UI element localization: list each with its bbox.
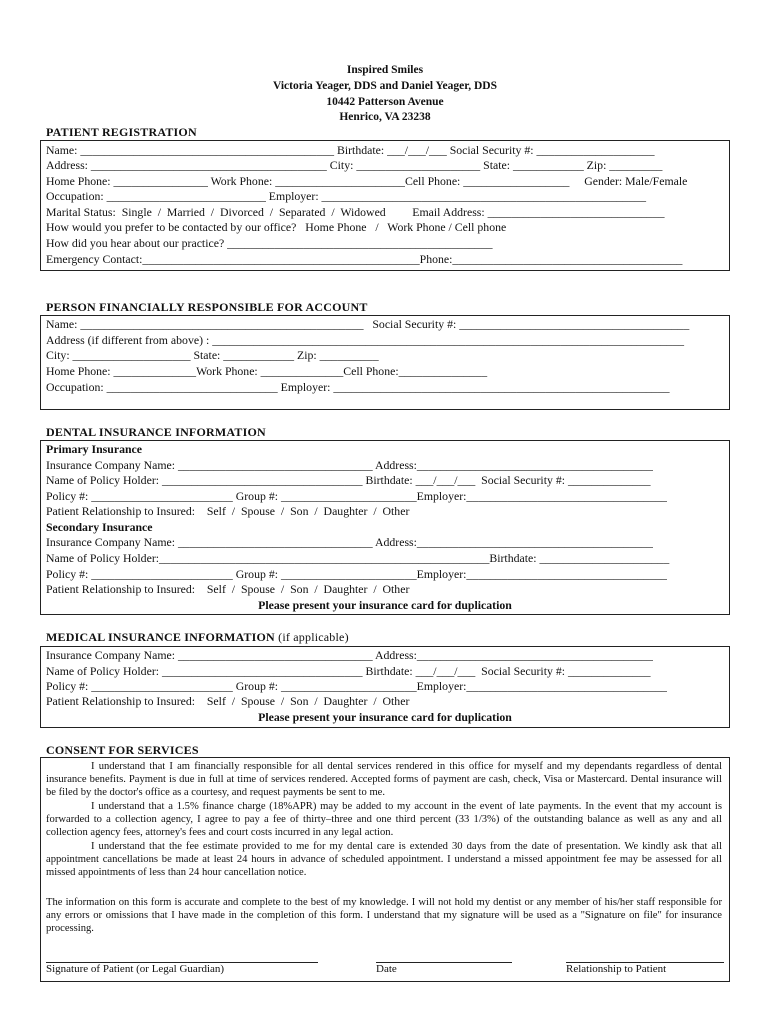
primary-company-line[interactable]: Insurance Company Name: _________________________________ Address:________________________________________	[46, 458, 653, 472]
financial-address-line[interactable]: Address (if different from above) : ________________________________________________________________________________	[46, 333, 685, 347]
primary-holder-line[interactable]: Name of Policy Holder: __________________________________ Birthdate: ___/___/___ Social Security #: ______________	[46, 473, 651, 487]
consent-paragraph-3: I understand that the fee estimate provided to me for my dental care is extended 30 days from the date of presentation. We kindly ask that all appointment cancellations be made at least 24 hours in advance of scheduled appointment. I understand a missed appointment fee may be assessed for all missed appointments of less than 24 hour cancellation notice.	[46, 841, 722, 878]
patient-referral-line[interactable]: How did you hear about our practice? _____________________________________________	[46, 236, 493, 250]
medical-policy-line[interactable]: Policy #: ________________________ Group #: _______________________Employer:__________________________________	[46, 679, 667, 693]
patient-emergency-line[interactable]: Emergency Contact:_______________________________________________Phone:_______________________________________	[46, 252, 683, 266]
consent-title: CONSENT FOR SERVICES	[46, 743, 199, 757]
doctors-names: Victoria Yeager, DDS and Daniel Yeager, DDS	[272, 80, 498, 92]
patient-signature-label: Signature of Patient (or Legal Guardian)	[46, 963, 225, 975]
consent-paragraph-2: I understand that a 1.5% finance charge (18%APR) may be added to my account in the event of late payments. In the event that my account is forwarded to a collection agency, I agree to pay a fee of thirty–three and one third percent (33 1/3%) of the outstanding balance as well as any and all collection agency fees, attorney's fees and court costs incurred in any legal action.	[46, 801, 722, 838]
medical-title-suffix: (if applicable)	[274, 630, 349, 644]
financial-occupation-line[interactable]: Occupation: _____________________________ Employer: _________________________________________________________	[46, 380, 670, 394]
patient-marital-line[interactable]: Marital Status: Single / Married / Divorced / Separated / Widowed Email Address: ______________________________	[46, 205, 665, 219]
medical-title	[46, 630, 349, 645]
primary-insurance-label: Primary Insurance	[46, 442, 142, 456]
patient-phone-line[interactable]: Home Phone: ________________ Work Phone: ______________________Cell Phone: __________________ Gender: Male/Female	[46, 174, 688, 188]
financial-name-line[interactable]: Name: ________________________________________________ Social Security #: _______________________________________	[46, 317, 690, 331]
patient-address-line[interactable]: Address: ________________________________________ City: _____________________ State: ____________ Zip: _________	[46, 158, 663, 172]
secondary-insurance-label: Secondary Insurance	[46, 520, 153, 534]
practice-city: Henrico, VA 23238	[339, 111, 431, 123]
consent-paragraph-4: The information on this form is accurate and complete to the best of my knowledge. I will not hold my dentist or any member of his/her staff responsible for any errors or omissions that I have made in the completion of this form. I understand that my signature will be used as a "Signature on file" for insurance processing.	[46, 897, 722, 934]
dental-card-note: Please present your insurance card for duplication	[258, 598, 512, 612]
medical-card-note: Please present your insurance card for duplication	[258, 710, 512, 724]
primary-policy-line[interactable]: Policy #: ________________________ Group #: _______________________Employer:__________________________________	[46, 489, 667, 503]
financial-city-line[interactable]: City: ____________________ State: ____________ Zip: __________	[46, 348, 379, 362]
relationship-signature-label: Relationship to Patient	[566, 963, 667, 975]
secondary-holder-line[interactable]: Name of Policy Holder:________________________________________________________Birthdate: ______________________	[46, 551, 670, 565]
medical-relationship-line[interactable]: Patient Relationship to Insured: Self / Spouse / Son / Daughter / Other	[46, 694, 410, 708]
consent-paragraph-1: I understand that I am financially responsible for all dental services rendered in this office for myself and my dependants regardless of dental insurance benefits. Payment is due in full at time of services rendered. Accepted forms of payment are cash, check, Visa or Mastercard. Dental insurance will be filed by the doctor's office as a courtesy, and request payments be sent to me.	[46, 761, 722, 798]
medical-company-line[interactable]: Insurance Company Name: _________________________________ Address:________________________________________	[46, 648, 653, 662]
financial-phone-line[interactable]: Home Phone: ______________Work Phone: ______________Cell Phone:_______________	[46, 364, 488, 378]
patient-registration-title: PATIENT REGISTRATION	[46, 125, 197, 139]
practice-street: 10442 Patterson Avenue	[326, 96, 444, 108]
secondary-company-line[interactable]: Insurance Company Name: _________________________________ Address:________________________________________	[46, 535, 653, 549]
patient-occupation-line[interactable]: Occupation: ___________________________ Employer: _______________________________________________________	[46, 189, 646, 203]
medical-holder-line[interactable]: Name of Policy Holder: __________________________________ Birthdate: ___/___/___ Social Security #: ______________	[46, 664, 651, 678]
patient-name-line[interactable]: Name: ___________________________________________ Birthdate: ___/___/___ Social Security #: ____________________	[46, 143, 655, 157]
medical-title-text: MEDICAL INSURANCE INFORMATION	[46, 630, 275, 644]
financial-title: PERSON FINANCIALLY RESPONSIBLE FOR ACCOUNT	[46, 300, 368, 314]
primary-relationship-line[interactable]: Patient Relationship to Insured: Self / Spouse / Son / Daughter / Other	[46, 504, 410, 518]
date-signature-label: Date	[376, 963, 397, 975]
secondary-relationship-line[interactable]: Patient Relationship to Insured: Self / Spouse / Son / Daughter / Other	[46, 582, 410, 596]
dental-title: DENTAL INSURANCE INFORMATION	[46, 425, 266, 439]
patient-contact-pref-line[interactable]: How would you prefer to be contacted by our office? Home Phone / Work Phone / Cell phone	[46, 220, 507, 234]
secondary-policy-line[interactable]: Policy #: ________________________ Group #: _______________________Employer:__________________________________	[46, 567, 667, 581]
practice-name: Inspired Smiles	[346, 64, 424, 76]
